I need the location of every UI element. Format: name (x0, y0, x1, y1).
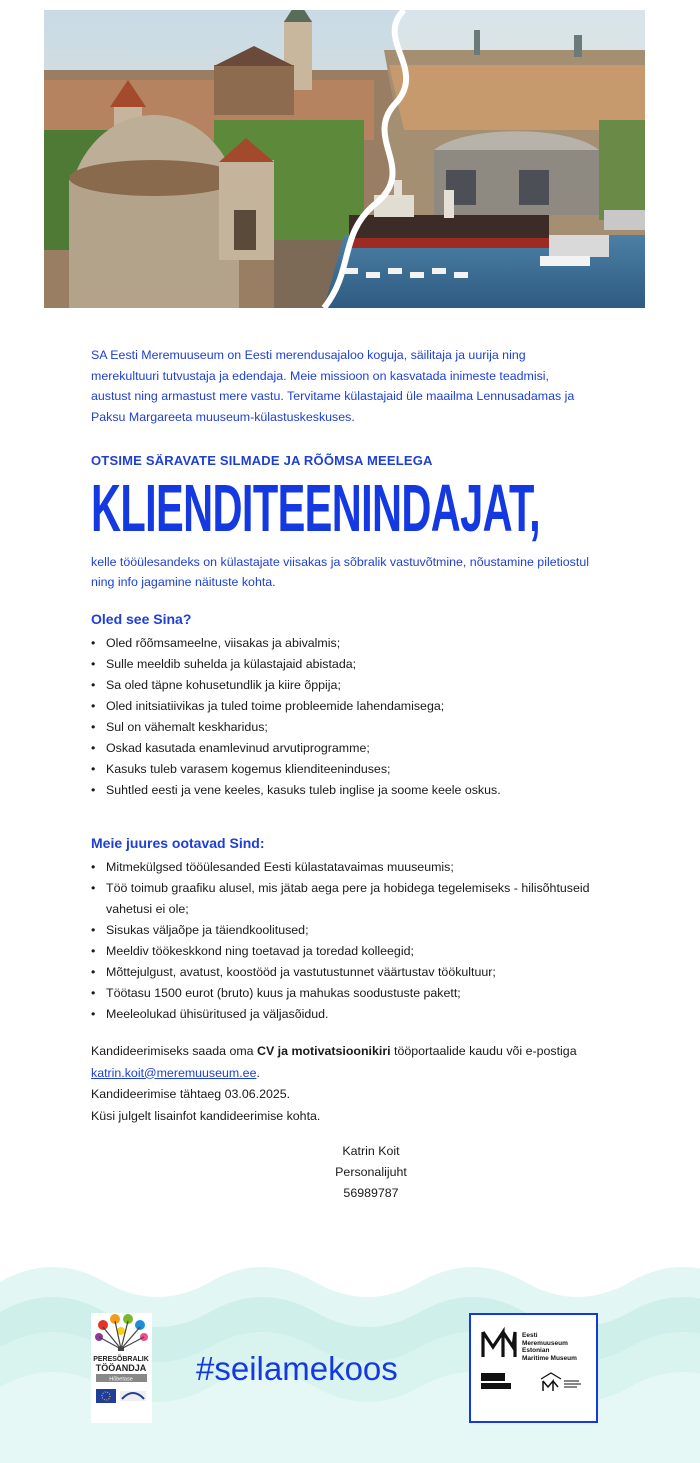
list-item: • Mitmekülgsed tööülesanded Eesti külastatavaimas muuseumis; (91, 857, 591, 878)
list-item: • Sisukas väljaõpe ja täiendkoolitused; (91, 920, 591, 941)
svg-text:PERESÕBRALIK: PERESÕBRALIK (93, 1356, 149, 1363)
job-ad-content (91, 345, 591, 1200)
list-item: • Töö toimub graafiku alusel, mis jätab aega pere ja hobidega tegelemiseks - hilisõhtuseid vahetusi ei ole; (91, 878, 591, 920)
contact-block (91, 1141, 591, 1204)
maritime-museum-logo (469, 1313, 598, 1423)
list-item: • Oskad kasutada enamlevinud arvutiprogramme; (91, 738, 591, 759)
eyebrow-heading: OTSIME SÄRAVATE SILMADE JA RÕÕMSA MEELEGA (91, 453, 433, 468)
list-item: • Oled rõõmsameelne, viisakas ja abivalmis; (91, 633, 591, 654)
list-item: • Mõttejulgust, avatust, koostööd ja vastutustunnet väärtustav töökultuur; (91, 962, 591, 983)
job-lead: kelle tööülesandeks on külastajate viisakas ja sõbralik vastuvõtmine, nõustamine piletiostul ning info jagamine näituste kohta. (91, 555, 589, 589)
list-item: • Kasuks tuleb varasem kogemus klienditeeninduses; (91, 759, 591, 780)
section-requirements-title: Oled see Sina? (91, 611, 192, 627)
intro-paragraph: SA Eesti Meremuuseum on Eesti merendusajaloo koguja, säilitaja ja uurija ning merekultuuri tutvustaja ja edendaja. Meie missioon on kasvatada inimeste teadmisi, austust ning armastust mere vastu. Tervitame külastajaid üle maailma Lennusadamas ja Paksu Margareeta muuseum-külastuskeskuses. (91, 348, 575, 424)
list-item: • Suhtled eesti ja vene keeles, kasuks tuleb inglise ja soome keele oskus. (91, 780, 591, 801)
requirements-list (91, 633, 591, 801)
list-item: • Meeleolukad ühisüritused ja väljasõidud. (91, 1004, 591, 1025)
letter-label: motivatsioonikiri (291, 1044, 391, 1058)
benefits-list (91, 857, 591, 1025)
deadline-text: Kandideerimise tähtaeg 03.06.2025. (91, 1087, 291, 1101)
section-benefits-title: Meie juures ootavad Sind: (91, 835, 265, 851)
svg-text:Hõbetase: Hõbetase (109, 1376, 133, 1383)
list-item: • Sul on vähemalt keskharidus; (91, 717, 591, 738)
list-item: • Oled initsiatiivikas ja tuled toime probleemide lahendamisega; (91, 696, 591, 717)
hashtag: #seilamekoos (196, 1350, 398, 1387)
museum-name: Eesti Meremuuseum Estonian Maritime Museum (522, 1332, 577, 1362)
svg-text:TÖÖANDJA: TÖÖANDJA (95, 1363, 147, 1373)
email-link[interactable]: katrin.koit@meremuuseum.ee (91, 1065, 257, 1080)
application-info: Kandideerimiseks saada oma CV ja motivatsioonikiri tööportaalide kaudu või e-postiga katrin.koit@meremuuseum.ee. Kandideerimise tähtaeg 03.06.2025. Küsi julgelt lisainfot kandideerimise kohta. (91, 1044, 577, 1123)
contact-role: Personalijuht (335, 1165, 407, 1179)
contact-phone: 56989787 (343, 1186, 399, 1200)
list-item: • Töötasu 1500 eurot (bruto) kuus ja mahukas soodustuste pakett; (91, 983, 591, 1004)
family-friendly-employer-logo (91, 1313, 152, 1423)
list-item: • Meeldiv töökeskkond ning toetavad ja toredad kolleegid; (91, 941, 591, 962)
job-title: KLIENDITEENINDAJAT, (91, 471, 541, 546)
contact-name: Katrin Koit (342, 1144, 400, 1158)
info-text: Küsi julgelt lisainfot kandideerimise kohta. (91, 1108, 321, 1123)
cv-label: CV (257, 1044, 275, 1058)
list-item: • Sa oled täpne kohusetundlik ja kiire õppija; (91, 675, 591, 696)
hero-image (44, 10, 645, 308)
list-item: • Sulle meeldib suhelda ja külastajaid abistada; (91, 654, 591, 675)
